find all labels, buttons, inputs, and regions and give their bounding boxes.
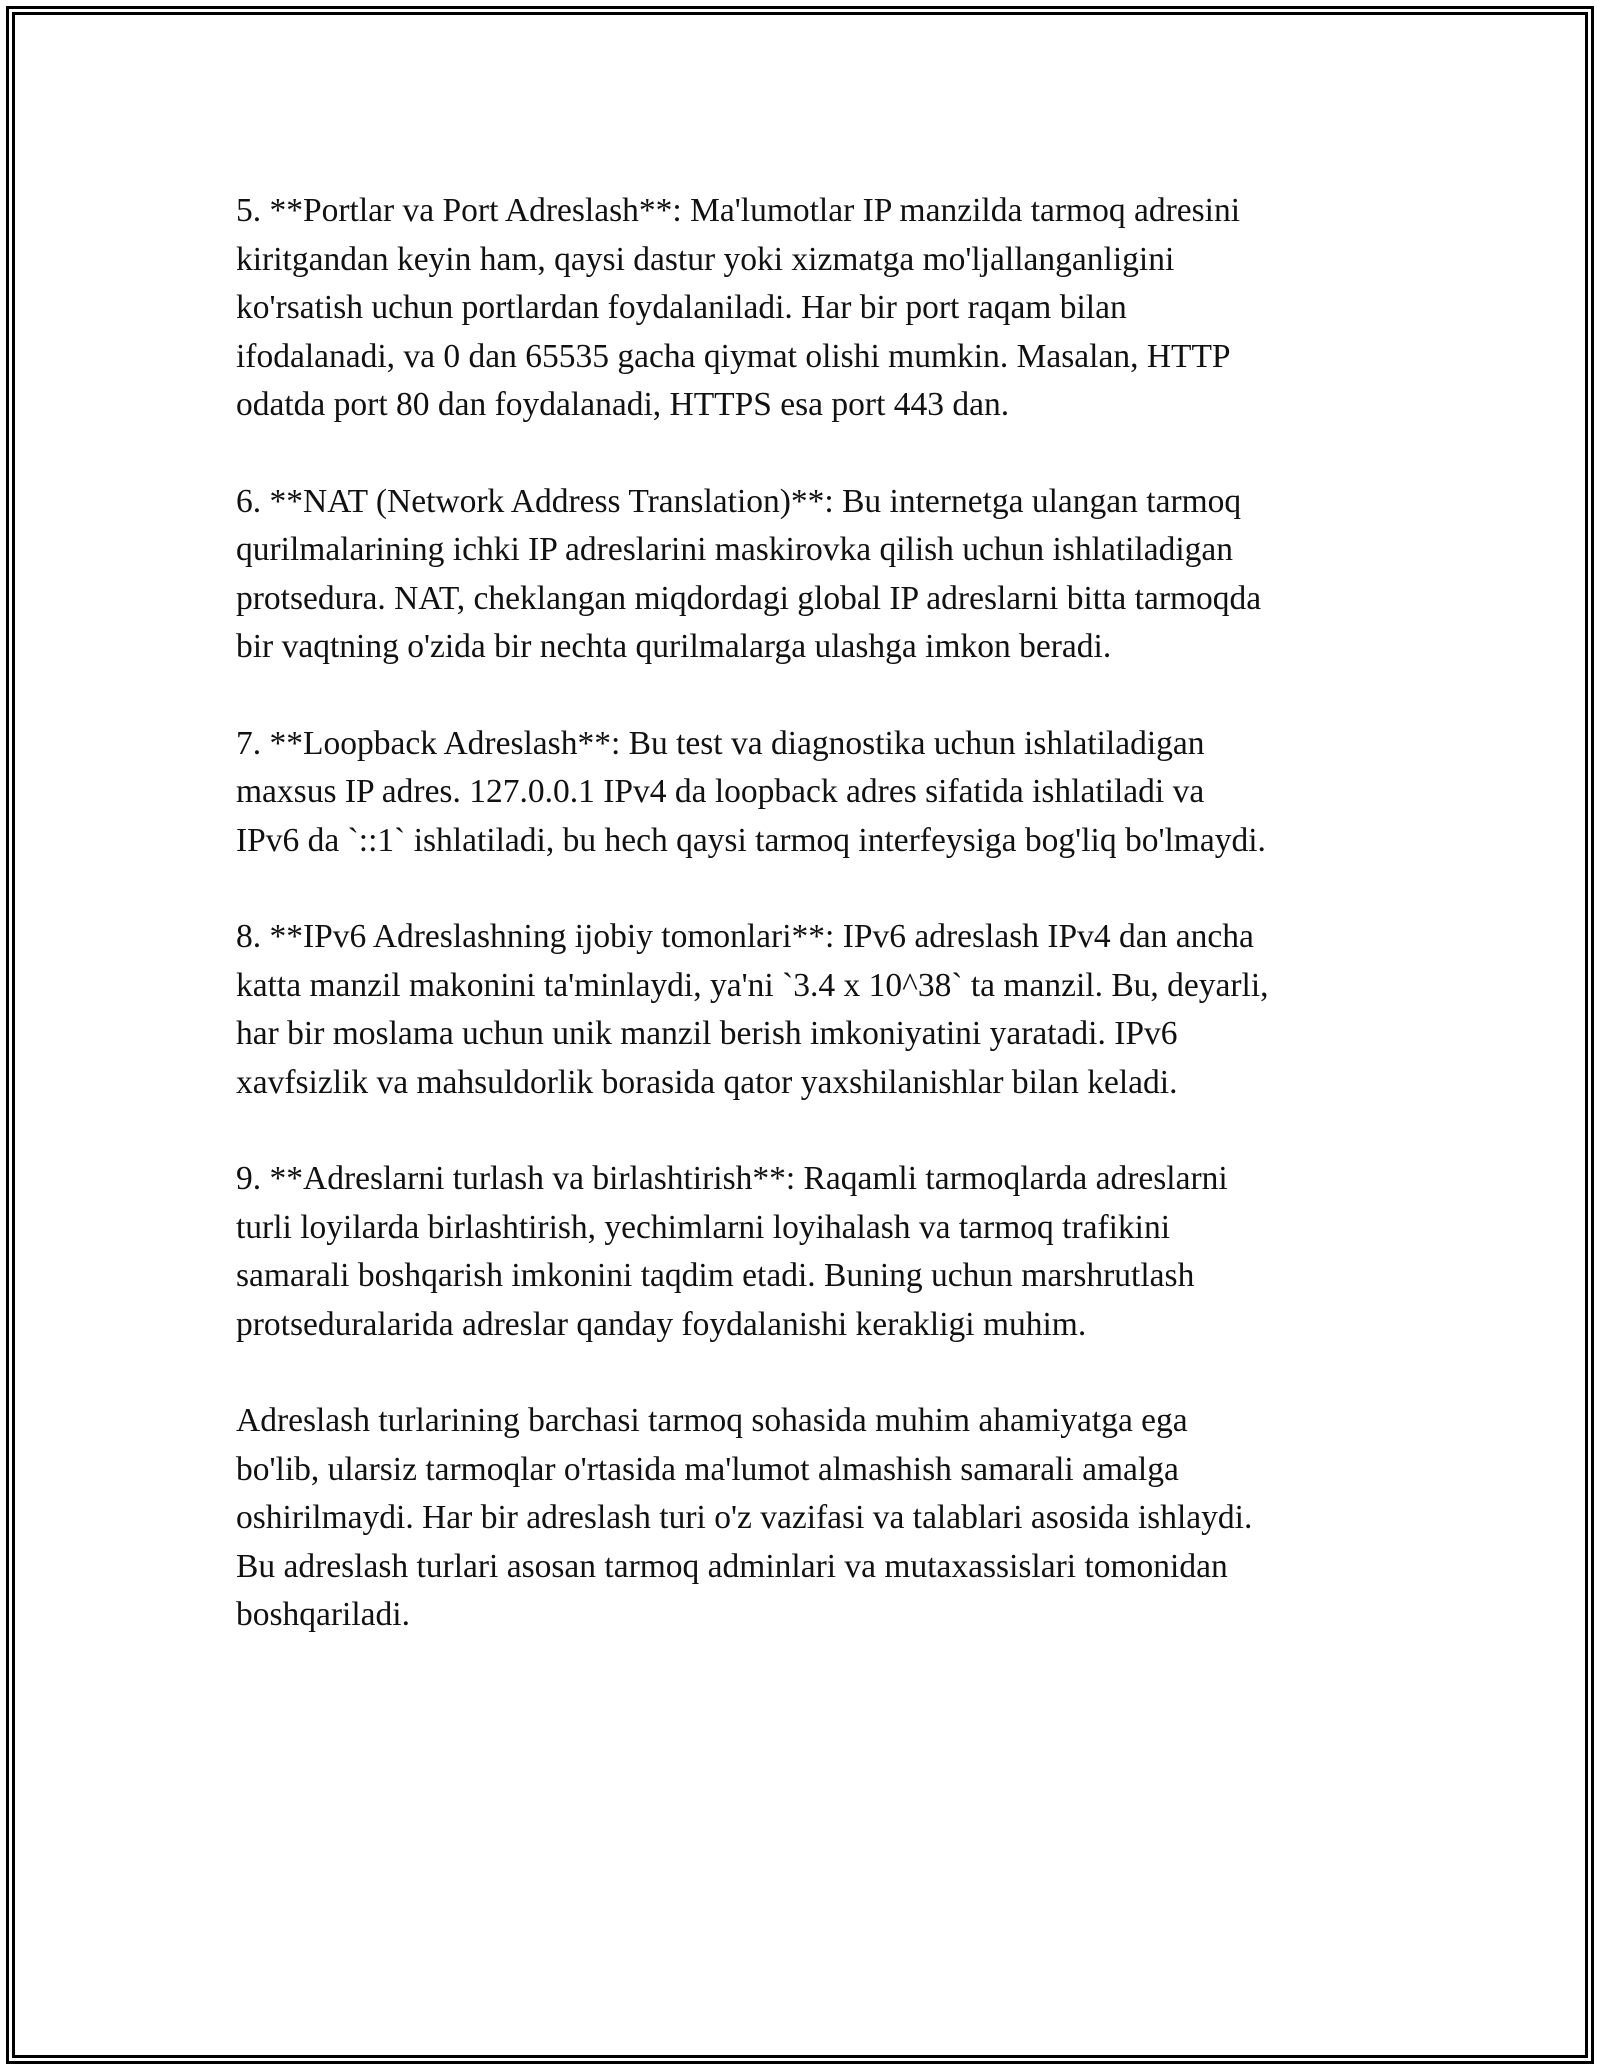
text-line: Bu adreslash turlari asosan tarmoq adminlari va mutaxassislari tomonidan [236, 1547, 1228, 1585]
text-line: xavfsizlik va mahsuldorlik borasida qator yaxshilanishlar bilan keladi. [236, 1063, 1178, 1101]
text-line: ifodalanadi, va 0 dan 65535 gacha qiymat olishi mumkin. Masalan, HTTP [236, 337, 1231, 375]
paragraph-conclusion [236, 1397, 1386, 1640]
paragraph-loopback [236, 720, 1386, 866]
paragraph-ports [236, 187, 1386, 430]
text-line: maxsus IP adres. 127.0.0.1 IPv4 da loopback adres sifatida ishlatiladi va [236, 773, 1205, 810]
paragraph-address-types [236, 1155, 1386, 1349]
text-line: 8. **IPv6 Adreslashning ijobiy tomonlari**: IPv6 adreslash IPv4 dan ancha [236, 918, 1254, 955]
text-line: katta manzil makonini ta'minlaydi, ya'ni `3.4 x 10^38` ta manzil. Bu, deyarli, [236, 966, 1269, 1004]
text-line: kiritgandan keyin ham, qaysi dastur yoki xizmatga mo'ljallanganligini [236, 240, 1175, 278]
text-line: 5. **Portlar va Port Adreslash**: Ma'lumotlar IP manzilda tarmoq adresini [236, 192, 1241, 229]
text-line: bir vaqtning o'zida bir nechta qurilmalarga ulashga imkon beradi. [236, 628, 1112, 665]
text-line: 9. **Adreslarni turlash va birlashtirish**: Raqamli tarmoqlarda adreslarni [236, 1160, 1228, 1197]
text-line: qurilmalarining ichki IP adreslarini maskirovka qilish uchun ishlatiladigan [236, 531, 1234, 568]
text-line: odatda port 80 dan foydalanadi, HTTPS esa port 443 dan. [236, 386, 1010, 423]
paragraph-ipv6 [236, 913, 1386, 1107]
paragraph-nat [236, 478, 1386, 672]
text-line: turli loyilarda birlashtirish, yechimlarni loyihalash va tarmoq trafikini [236, 1208, 1171, 1246]
text-line: ko'rsatish uchun portlardan foydalaniladi. Har bir port raqam bilan [236, 289, 1127, 326]
text-line: IPv6 da `::1` ishlatiladi, bu hech qaysi tarmoq interfeysiga bog'liq bo'lmaydi. [236, 821, 1266, 859]
text-line: bo'lib, ularsiz tarmoqlar o'rtasida ma'lumot almashish samarali amalga [236, 1450, 1179, 1488]
text-line: boshqariladi. [236, 1596, 410, 1633]
text-line: samarali boshqarish imkonini taqdim etadi. Buning uchun marshrutlash [236, 1257, 1195, 1294]
text-line: oshirilmaydi. Har bir adreslash turi o'z vazifasi va talablari asosida ishlaydi. [236, 1499, 1253, 1536]
document-body [236, 187, 1386, 1688]
text-line: protsedura. NAT, cheklangan miqdordagi global IP adreslarni bitta tarmoqda [236, 579, 1262, 617]
text-line: Adreslash turlarining barchasi tarmoq sohasida muhim ahamiyatga ega [236, 1402, 1188, 1439]
text-line: 7. **Loopback Adreslash**: Bu test va diagnostika uchun ishlatiladigan [236, 724, 1205, 762]
text-line: har bir moslama uchun unik manzil berish imkoniyatini yaratadi. IPv6 [236, 1015, 1178, 1052]
text-line: 6. **NAT (Network Address Translation)**: Bu internetga ulangan tarmoq [236, 482, 1242, 520]
text-line: protseduralarida adreslar qanday foydalanishi kerakligi muhim. [236, 1305, 1087, 1343]
